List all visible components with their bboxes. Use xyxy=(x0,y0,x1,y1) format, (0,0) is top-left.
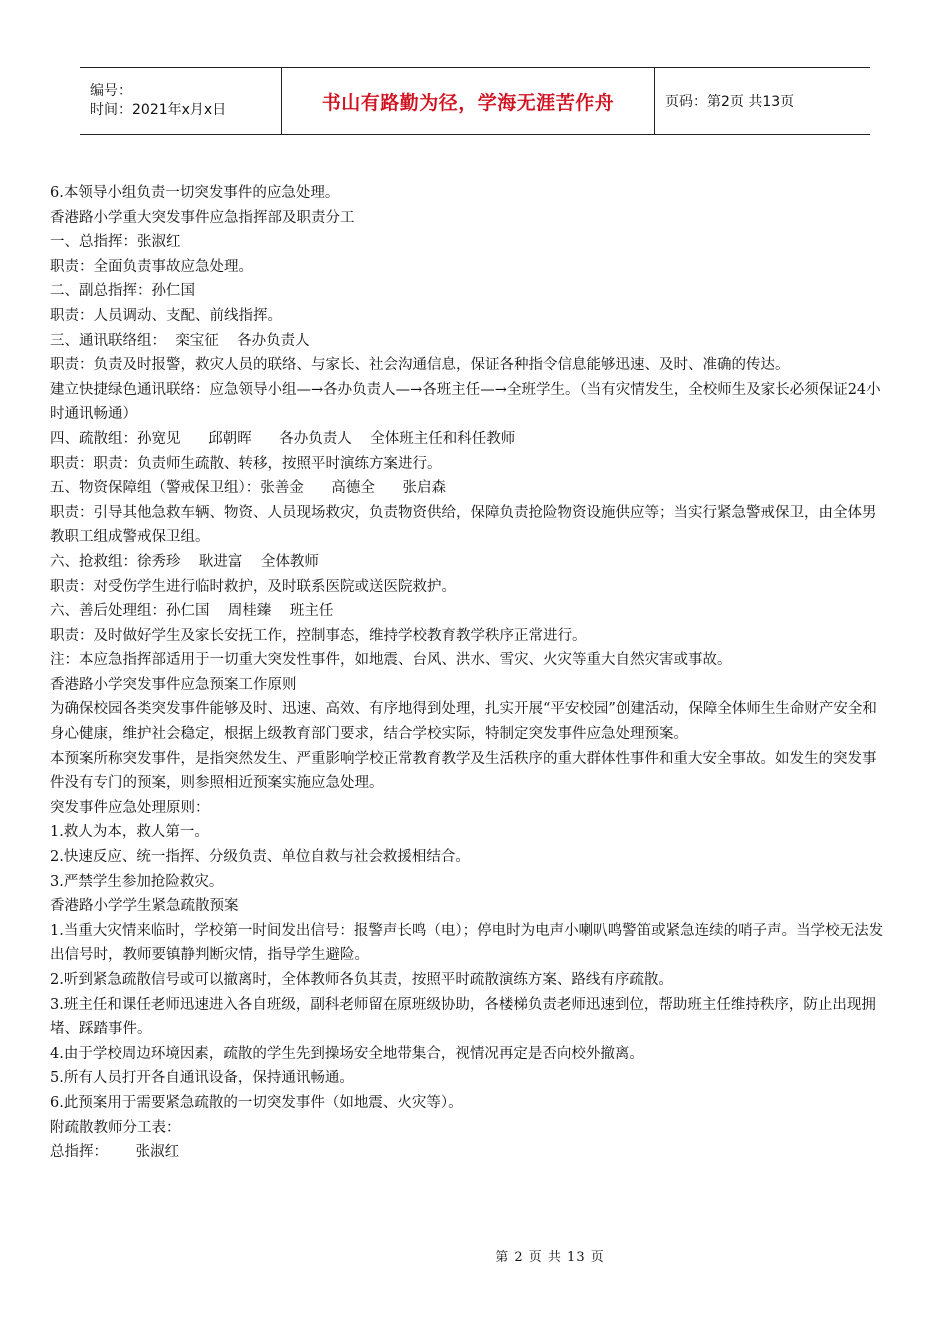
body-paragraph: 总指挥： 张淑红 xyxy=(50,1144,180,1161)
body-paragraph: 6.此预案用于需要紧急疏散的一切突发事件（如地震、火灾等）。 xyxy=(50,1094,463,1111)
body-paragraph: 4.由于学校周边环境因素，疏散的学生先到操场安全地带集合，视情况再定是否向校外撤离。 xyxy=(50,1045,644,1062)
document-body xyxy=(50,181,890,1165)
body-paragraph: 突发事件应急处理原则： xyxy=(50,799,210,816)
body-paragraph: 2.快速反应、统一指挥、分级负责、单位自救与社会救援相结合。 xyxy=(50,849,470,866)
body-paragraph: 四、疏散组：孙宽见 邱朝晖 各办负责人 全体班主任和科任教师 xyxy=(50,430,516,447)
body-paragraph: 6.本领导小组负责一切突发事件的应急处理。 xyxy=(50,185,340,201)
body-paragraph: 建立快捷绿色通讯联络：应急领导小组—→各办负责人—→各班主任—→全班学生。（当有灾情发生，全校师生及家长必须保证24小时通讯畅通） xyxy=(50,381,881,423)
header-motto: 书山有路勤为径，学海无涯苦作舟 xyxy=(321,91,615,114)
document-number-label: 编号： xyxy=(90,83,132,99)
body-paragraph: 职责：人员调动、支配、前线指挥。 xyxy=(50,307,282,324)
body-paragraph: 5.所有人员打开各自通讯设备，保持通讯畅通。 xyxy=(50,1070,354,1087)
body-paragraph: 职责：全面负责事故应急处理。 xyxy=(50,258,253,275)
document-date: 时间：2021年x月x日 xyxy=(90,102,227,118)
body-paragraph: 职责：及时做好学生及家长安抚工作，控制事态，维持学校教育教学秩序正常进行。 xyxy=(50,627,587,644)
body-paragraph: 二、副总指挥：孙仁国 xyxy=(50,283,195,300)
header-meta-cell xyxy=(80,68,282,134)
body-paragraph: 职责：对受伤学生进行临时救护，及时联系医院或送医院救护。 xyxy=(50,578,456,595)
body-paragraph: 1.救人为本，救人第一。 xyxy=(50,824,209,841)
body-paragraph: 3.严禁学生参加抢险救灾。 xyxy=(50,873,224,890)
header-motto-cell xyxy=(282,68,655,134)
page-footer: 第 2 页 共 13 页 xyxy=(495,1250,605,1265)
body-paragraph: 香港路小学学生紧急疏散预案 xyxy=(50,898,239,915)
body-paragraph: 三、通讯联络组： 栾宝征 各办负责人 xyxy=(50,332,310,349)
body-paragraph: 六、抢救组：徐秀珍 耿进富 全体教师 xyxy=(50,553,319,570)
body-paragraph: 职责：职责：负责师生疏散、转移，按照平时演练方案进行。 xyxy=(50,455,442,472)
body-paragraph: 职责：引导其他急救车辆、物资、人员现场救灾，负责物资供给，保障负责抢险物资设施供应等；当实行紧急警戒保卫，由全体男教职工组成警戒保卫组。 xyxy=(50,504,877,546)
body-paragraph: 香港路小学重大突发事件应急指挥部及职责分工 xyxy=(50,209,355,226)
body-paragraph: 附疏散教师分工表： xyxy=(50,1119,181,1136)
body-paragraph: 六、善后处理组：孙仁国 周桂臻 班主任 xyxy=(50,603,334,620)
document-header xyxy=(80,67,870,135)
body-paragraph: 职责：负责及时报警，救灾人员的联络、与家长、社会沟通信息，保证各种指令信息能够迅速、及时、准确的传达。 xyxy=(50,357,790,374)
header-page-info: 页码：第2页 共13页 xyxy=(665,94,795,110)
body-paragraph: 3.班主任和课任老师迅速进入各自班级，副科老师留在原班级协助，各楼梯负责老师迅速到位，帮助班主任维持秩序，防止出现拥堵、踩踏事件。 xyxy=(50,996,876,1038)
body-paragraph: 本预案所称突发事件，是指突然发生、严重影响学校正常教育教学及生活秩序的重大群体性事件和重大安全事故。如发生的突发事件没有专门的预案，则参照相近预案实施应急处理。 xyxy=(50,750,877,792)
body-paragraph: 五、物资保障组（警戒保卫组）：张善金 高德全 张启森 xyxy=(50,480,447,497)
body-paragraph: 一、总指挥：张淑红 xyxy=(50,234,181,251)
body-paragraph: 香港路小学突发事件应急预案工作原则 xyxy=(50,676,297,693)
body-paragraph: 2.听到紧急疏散信号或可以撤离时，全体教师各负其责，按照平时疏散演练方案、路线有序疏散。 xyxy=(50,972,673,988)
body-paragraph: 为确保校园各类突发事件能够及时、迅速、高效、有序地得到处理，扎实开展“平安校园”创建活动，保障全体师生生命财产安全和身心健康，维护社会稳定，根据上级教育部门要求，结合学校实际，特制定突发事件应急处理预案。 xyxy=(50,701,877,743)
header-page-cell xyxy=(655,68,870,134)
body-paragraph: 1.当重大灾情来临时，学校第一时间发出信号：报警声长鸣（电）；停电时为电声小喇叭鸣警笛或紧急连续的哨子声。当学校无法发出信号时，教师要镇静判断灾情，指导学生避险。 xyxy=(50,922,884,964)
body-paragraph: 注：本应急指挥部适用于一切重大突发性事件，如地震、台风、洪水、雪灾、火灾等重大自然灾害或事故。 xyxy=(50,652,732,669)
